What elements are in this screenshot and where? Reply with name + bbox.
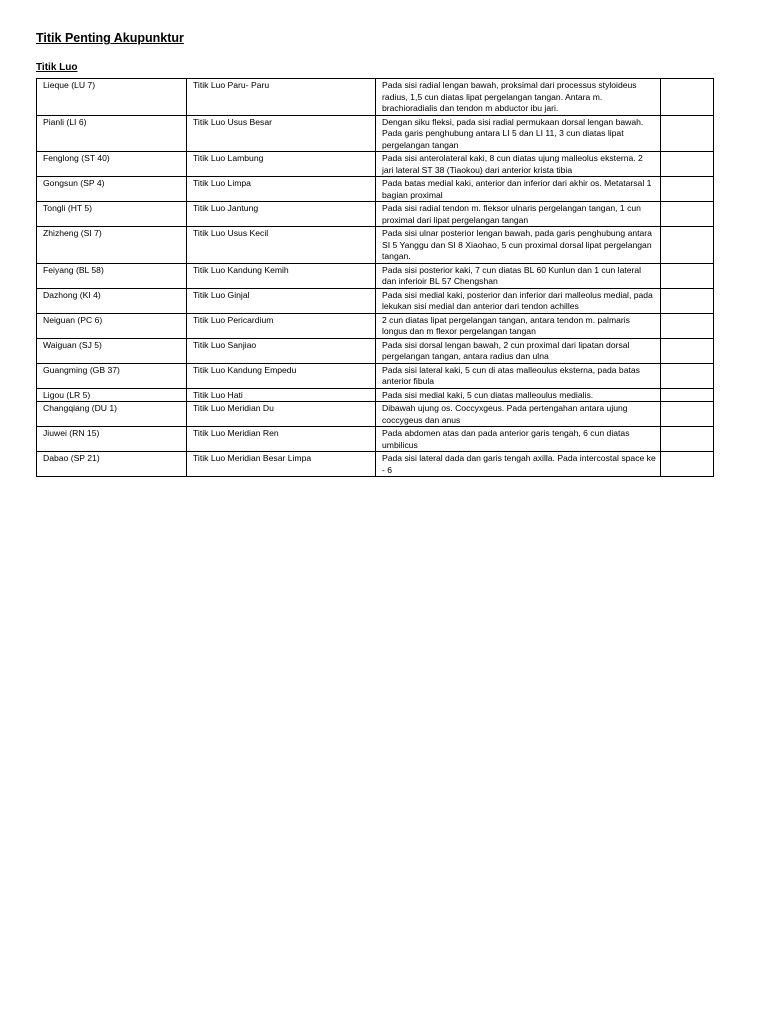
luo-name-cell: Titik Luo Limpa	[187, 177, 376, 202]
point-code-cell: Jiuwei (RN 15)	[37, 427, 187, 452]
location-description-cell: Pada sisi lateral kaki, 5 cun di atas malleoulus eksterna, pada batas anterior fibula	[376, 363, 661, 388]
location-description-cell: Pada sisi medial kaki, posterior dan inferior dari malleolus medial, pada lekukan sisi medial dan anterior dari tendon achilles	[376, 288, 661, 313]
empty-cell	[661, 313, 714, 338]
luo-name-cell: Titik Luo Usus Kecil	[187, 227, 376, 264]
empty-cell	[661, 452, 714, 477]
luo-name-cell: Titik Luo Usus Besar	[187, 115, 376, 152]
luo-name-cell: Titik Luo Lambung	[187, 152, 376, 177]
empty-cell	[661, 363, 714, 388]
table-row	[37, 288, 714, 313]
location-description-cell: Pada sisi medial kaki, 5 cun diatas malleoulus medialis.	[376, 388, 661, 402]
empty-cell	[661, 177, 714, 202]
empty-cell	[661, 202, 714, 227]
luo-name-cell: Titik Luo Meridian Besar Limpa	[187, 452, 376, 477]
empty-cell	[661, 388, 714, 402]
luo-name-cell: Titik Luo Meridian Du	[187, 402, 376, 427]
table-row	[37, 402, 714, 427]
location-description-cell: Pada abdomen atas dan pada anterior garis tengah, 6 cun diatas umbilicus	[376, 427, 661, 452]
table-row	[37, 115, 714, 152]
luo-name-cell: Titik Luo Hati	[187, 388, 376, 402]
location-description-cell: Pada sisi dorsal lengan bawah, 2 cun proximal dari lipatan dorsal pergelangan tangan, antara radius dan ulna	[376, 338, 661, 363]
location-description-cell: Pada sisi posterior kaki, 7 cun diatas BL 60 Kunlun dan 1 cun lateral dan inferioir BL 57 Chengshan	[376, 263, 661, 288]
empty-cell	[661, 338, 714, 363]
table-row	[37, 338, 714, 363]
table-row	[37, 152, 714, 177]
point-code-cell: Changqiang (DU 1)	[37, 402, 187, 427]
table-row	[37, 227, 714, 264]
luo-name-cell: Titik Luo Pericardium	[187, 313, 376, 338]
empty-cell	[661, 263, 714, 288]
point-code-cell: Lieque (LU 7)	[37, 79, 187, 116]
point-code-cell: Feiyang (BL 58)	[37, 263, 187, 288]
table-row	[37, 388, 714, 402]
empty-cell	[661, 115, 714, 152]
table-row	[37, 79, 714, 116]
luo-name-cell: Titik Luo Meridian Ren	[187, 427, 376, 452]
point-code-cell: Zhizheng (SI 7)	[37, 227, 187, 264]
location-description-cell: Dengan siku fleksi, pada sisi radial permukaan dorsal lengan bawah. Pada garis penghubung antara LI 5 dan LI 11, 3 cun diatas lipat pergelangan tangan	[376, 115, 661, 152]
empty-cell	[661, 402, 714, 427]
luo-points-table	[36, 78, 714, 477]
luo-points-table-body	[37, 79, 714, 477]
section-title: Titik Luo	[36, 62, 78, 73]
location-description-cell: Dibawah ujung os. Coccyxgeus. Pada pertengahan antara ujung coccygeus dan anus	[376, 402, 661, 427]
location-description-cell: Pada sisi ulnar posterior lengan bawah, pada garis penghubung antara SI 5 Yanggu dan SI 8 Xiaohao, 5 cun proximal dorsal lipat pergelangan tangan.	[376, 227, 661, 264]
luo-name-cell: Titik Luo Kandung Kemih	[187, 263, 376, 288]
point-code-cell: Pianli (LI 6)	[37, 115, 187, 152]
luo-name-cell: Titik Luo Kandung Empedu	[187, 363, 376, 388]
luo-name-cell: Titik Luo Jantung	[187, 202, 376, 227]
point-code-cell: Dazhong (KI 4)	[37, 288, 187, 313]
luo-name-cell: Titik Luo Sanjiao	[187, 338, 376, 363]
location-description-cell: Pada batas medial kaki, anterior dan inferior dari akhir os. Metatarsal 1 bagian proximal	[376, 177, 661, 202]
location-description-cell: 2 cun diatas lipat pergelangan tangan, antara tendon m. palmaris longus dan m flexor pergelangan tangan	[376, 313, 661, 338]
location-description-cell: Pada sisi anterolateral kaki, 8 cun diatas ujung malleolus eksterna. 2 jari lateral ST 38 (Tiaokou) dari anterior krista tibia	[376, 152, 661, 177]
point-code-cell: Gongsun (SP 4)	[37, 177, 187, 202]
point-code-cell: Ligou (LR 5)	[37, 388, 187, 402]
luo-name-cell: Titik Luo Paru- Paru	[187, 79, 376, 116]
table-row	[37, 263, 714, 288]
point-code-cell: Fenglong (ST 40)	[37, 152, 187, 177]
table-row	[37, 452, 714, 477]
point-code-cell: Waiguan (SJ 5)	[37, 338, 187, 363]
point-code-cell: Dabao (SP 21)	[37, 452, 187, 477]
point-code-cell: Guangming (GB 37)	[37, 363, 187, 388]
location-description-cell: Pada sisi lateral dada dan garis tengah axilla. Pada intercostal space ke - 6	[376, 452, 661, 477]
document-title: Titik Penting Akupunktur	[36, 31, 184, 45]
table-row	[37, 313, 714, 338]
table-row	[37, 177, 714, 202]
empty-cell	[661, 288, 714, 313]
point-code-cell: Neiguan (PC 6)	[37, 313, 187, 338]
empty-cell	[661, 427, 714, 452]
location-description-cell: Pada sisi radial lengan bawah, proksimal dari processus styloideus radius, 1,5 cun diatas lipat pergelangan tangan. Antara m. brachioradialis dan tendon m abductor ibu jari.	[376, 79, 661, 116]
location-description-cell: Pada sisi radial tendon m. fleksor ulnaris pergelangan tangan, 1 cun proximal dari lipat pergelangan tangan	[376, 202, 661, 227]
empty-cell	[661, 79, 714, 116]
table-row	[37, 202, 714, 227]
table-row	[37, 363, 714, 388]
point-code-cell: Tongli (HT 5)	[37, 202, 187, 227]
empty-cell	[661, 152, 714, 177]
luo-name-cell: Titik Luo Ginjal	[187, 288, 376, 313]
table-row	[37, 427, 714, 452]
empty-cell	[661, 227, 714, 264]
